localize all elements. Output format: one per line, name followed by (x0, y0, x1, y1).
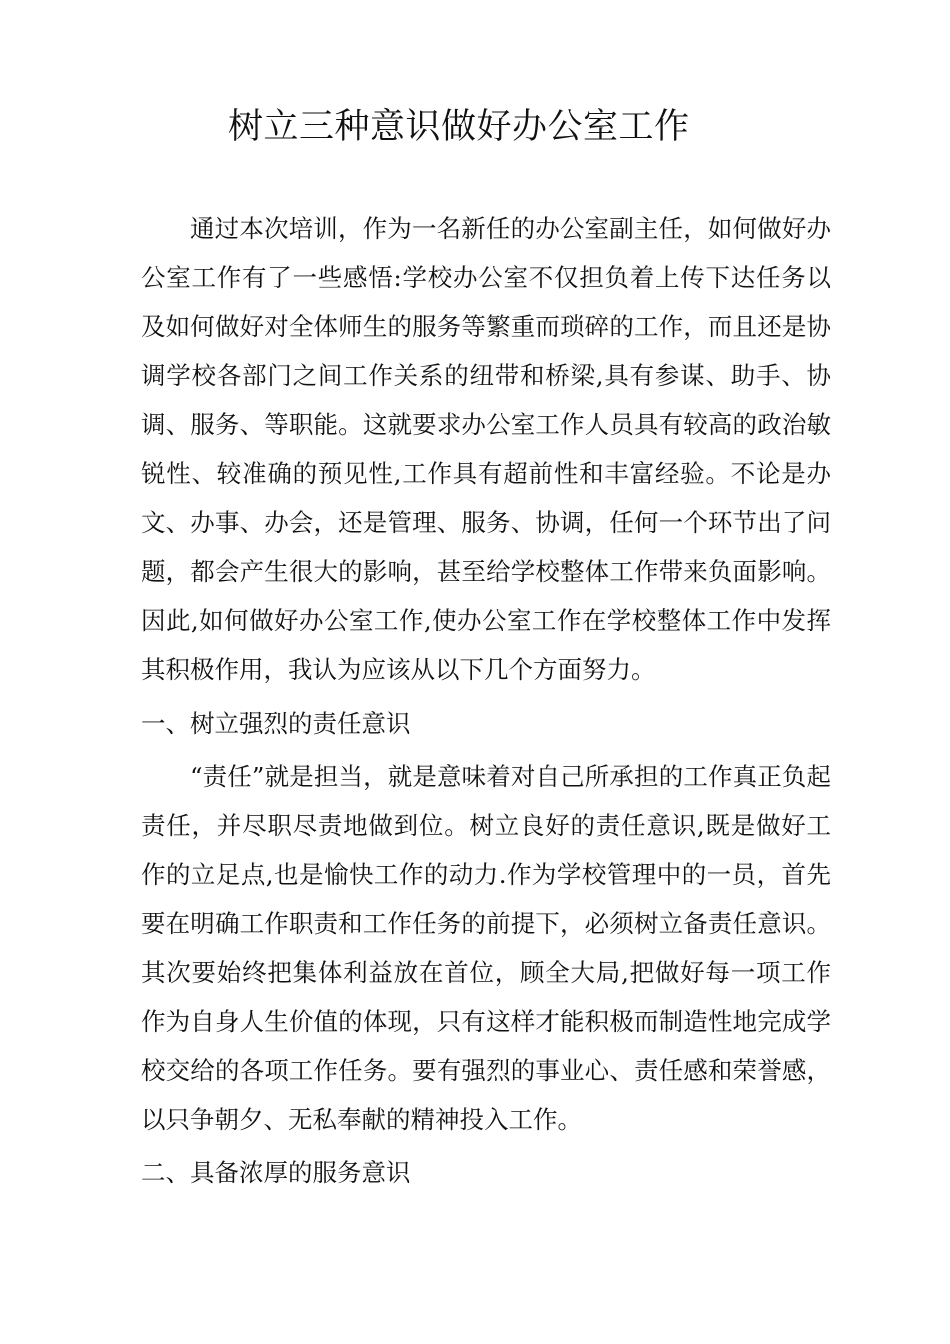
section-heading-service: 二、具备浓厚的服务意识 (141, 1158, 411, 1187)
section-heading-responsibility: 一、树立强烈的责任意识 (141, 709, 411, 738)
document-title: 树立三种意识做好办公室工作 (228, 107, 690, 147)
responsibility-paragraph: “责任”就是担当，就是意味着对自己所承担的工作真正负起责任，并尽职尽责地做到位。树立良好的责任意识,既是做好工作的立足点,也是愉快工作的动力.作为学校管理中的一员，首先要在明确工作职责和工作任务的前提下，必须树立备责任意识。其次要始终把集体利益放在首位，顾全大局,把做好每一项工作作为自身人生价值的体现，只有这样才能积极而制造性地完成学校交给的各项工作任务。要有强烈的事业心、责任感和荣誉感，以只争朝夕、无私奉献的精神投入工作。 (141, 762, 831, 1134)
intro-paragraph: 通过本次培训，作为一名新任的办公室副主任，如何做好办公室工作有了一些感悟:学校办公室不仅担负着上传下达任务以及如何做好对全体师生的服务等繁重而琐碎的工作，而且还是协调学校各部门之间工作关系的纽带和桥梁,具有参谋、助手、协调、服务、等职能。这就要求办公室工作人员具有较高的政治敏锐性、较准确的预见性,工作具有超前性和丰富经验。不论是办文、办事、办会，还是管理、服务、协调，任何一个环节出了问题，都会产生很大的影响，甚至给学校整体工作带来负面影响。因此,如何做好办公室工作,使办公室工作在学校整体工作中发挥其积极作用，我认为应该从以下几个方面努力。 (141, 214, 831, 684)
